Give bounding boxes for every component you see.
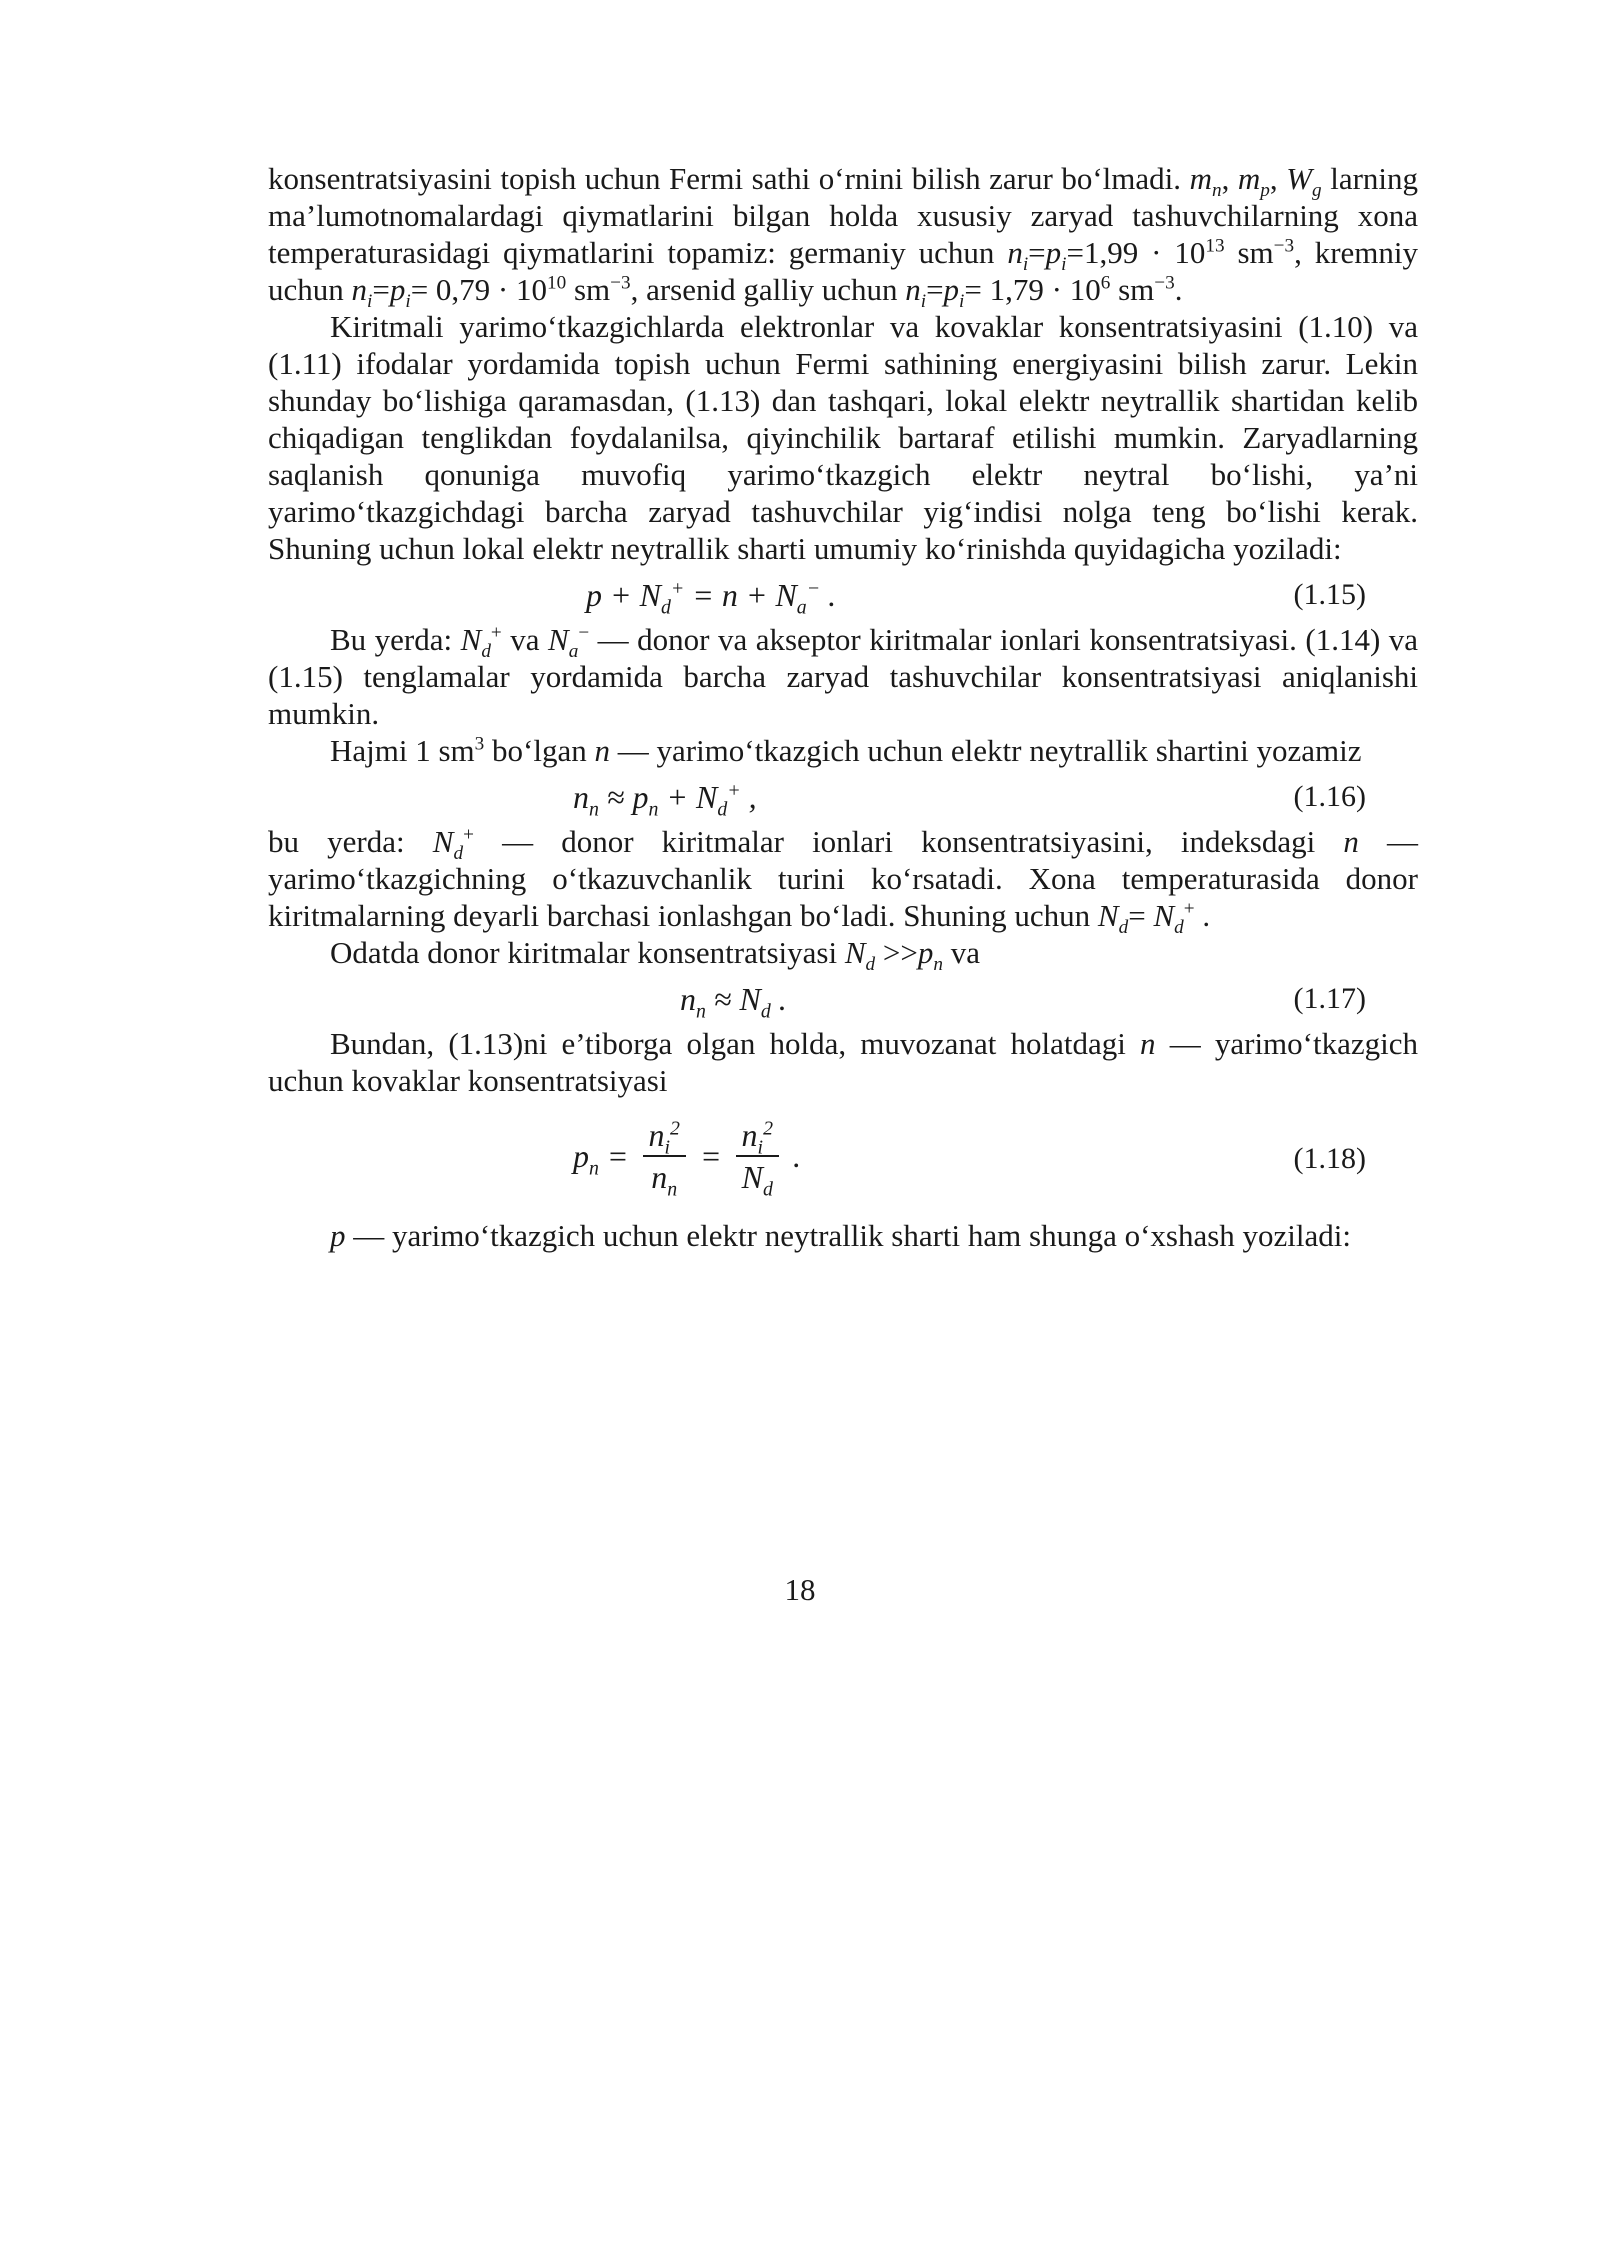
equation-1-18 <box>268 1109 1418 1209</box>
paragraph-4: Hajmi 1 $sm^3$ bo‘lgan n — yarimo‘tkazgich uchun elektr neytrallik shartini yozamiz <box>330 733 1362 768</box>
paragraph-3: Bu yerda: $N_d^+$ va $N_a^-$ — donor va akseptor kiritmalar ionlari konsentratsiyasi. (1.14) va (1.15) tenglamalar yordamida barcha zaryad tashuvchilar konsentratsiyasi aniqlanishi mumkin. <box>268 622 1419 731</box>
equation-1-17-number: (1.17) <box>1293 982 1366 1015</box>
equation-1-16-formula: $n_n \approx p_n + N_d^+$ , <box>573 779 757 821</box>
fraction-ni2-over-nd: $\frac{n_i^2}{N_d}$ <box>736 1115 779 1197</box>
paragraph-8: p — yarimo‘tkazgich uchun elektr neytrallik sharti ham shunga o‘xshash yoziladi: <box>330 1218 1352 1253</box>
paragraph-7: Bundan, (1.13)ni e’tiborga olgan holda, muvozanat holatdagi n — yarimo‘tkazgich uchun kovaklar konsentratsiyasi <box>268 1026 1418 1098</box>
equation-1-16 <box>268 775 1418 819</box>
equation-1-18-number: (1.18) <box>1293 1142 1366 1175</box>
paragraph-1: konsentratsiyasini topish uchun Fermi sathi o‘rnini bilish zarur bo‘lmadi. $m_n$, $m_p$, $W_g$ larning ma’lumotnomalardagi qiymatlarini bilgan holda xususiy zaryad tashuvchilarning xona temperaturasidagi qiymatlarini topamiz: germaniy uchun $n_i=p_i=1,99 \cdot 10^{13}$ $sm^{-3}$, kremniy uchun $n_i=p_i= 0,79 \cdot 10^{10}$ $sm^{-3}$, arsenid galliy uchun $n_i=p_i= 1,79 \cdot 10^6$ $sm^{-3}$. <box>268 161 1419 313</box>
fraction-ni2-over-nn: $\frac{n_i^2}{n_n}$ <box>643 1115 686 1197</box>
equation-1-15 <box>268 573 1418 617</box>
equation-1-18-formula: $p_n$ = $\frac{n_i^2}{n_n}$ = $\frac{n_i^2}{N_d}$ . <box>573 1117 801 1201</box>
equation-1-17 <box>268 977 1418 1021</box>
page-number: 18 <box>784 1572 816 1607</box>
equation-1-16-number: (1.16) <box>1293 780 1366 813</box>
paragraph-2: Kiritmali yarimo‘tkazgichlarda elektronlar va kovaklar konsentratsiyasini (1.10) va (1.11) ifodalar yordamida topish uchun Fermi sathining energiyasini bilish zarur. Lekin shunday bo‘lishiga qaramasdan, (1.13) dan tashqari, lokal elektr neytrallik shartidan kelib chiqadigan tenglikdan foydalanilsa, qiyinchilik bartaraf etilishi mumkin. Zaryadlarning saqlanish qonuniga muvofiq yarimo‘tkazgich elektr neytral bo‘lishi, ya’ni yarimo‘tkazgichdagi barcha zaryad tashuvchilar yig‘indisi nolga teng bo‘lishi kerak. Shuning uchun lokal elektr neytrallik sharti umumiy ko‘rinishda quyidagicha yoziladi: <box>268 309 1418 566</box>
paragraph-5: bu yerda: $N_d^+$ — donor kiritmalar ionlari konsentratsiyasini, indeksdagi n — yarimo‘tkazgichning o‘tkazuvchanlik turini ko‘rsatadi. Xona temperaturasida donor kiritmalarning deyarli barchasi ionlashgan bo‘ladi. Shuning uchun $N_d= N_d^+$ . <box>268 824 1419 939</box>
equation-1-17-formula: $n_n \approx N_d$ . <box>680 981 787 1023</box>
equation-1-15-number: (1.15) <box>1293 578 1366 611</box>
equation-1-15-formula: $p + N_d^+ = n + N_a^-$ . <box>586 577 837 619</box>
paragraph-6: Odatda donor kiritmalar konsentratsiyasi $N_d >>p_n$ va <box>330 935 980 976</box>
body-text <box>268 160 1418 1254</box>
